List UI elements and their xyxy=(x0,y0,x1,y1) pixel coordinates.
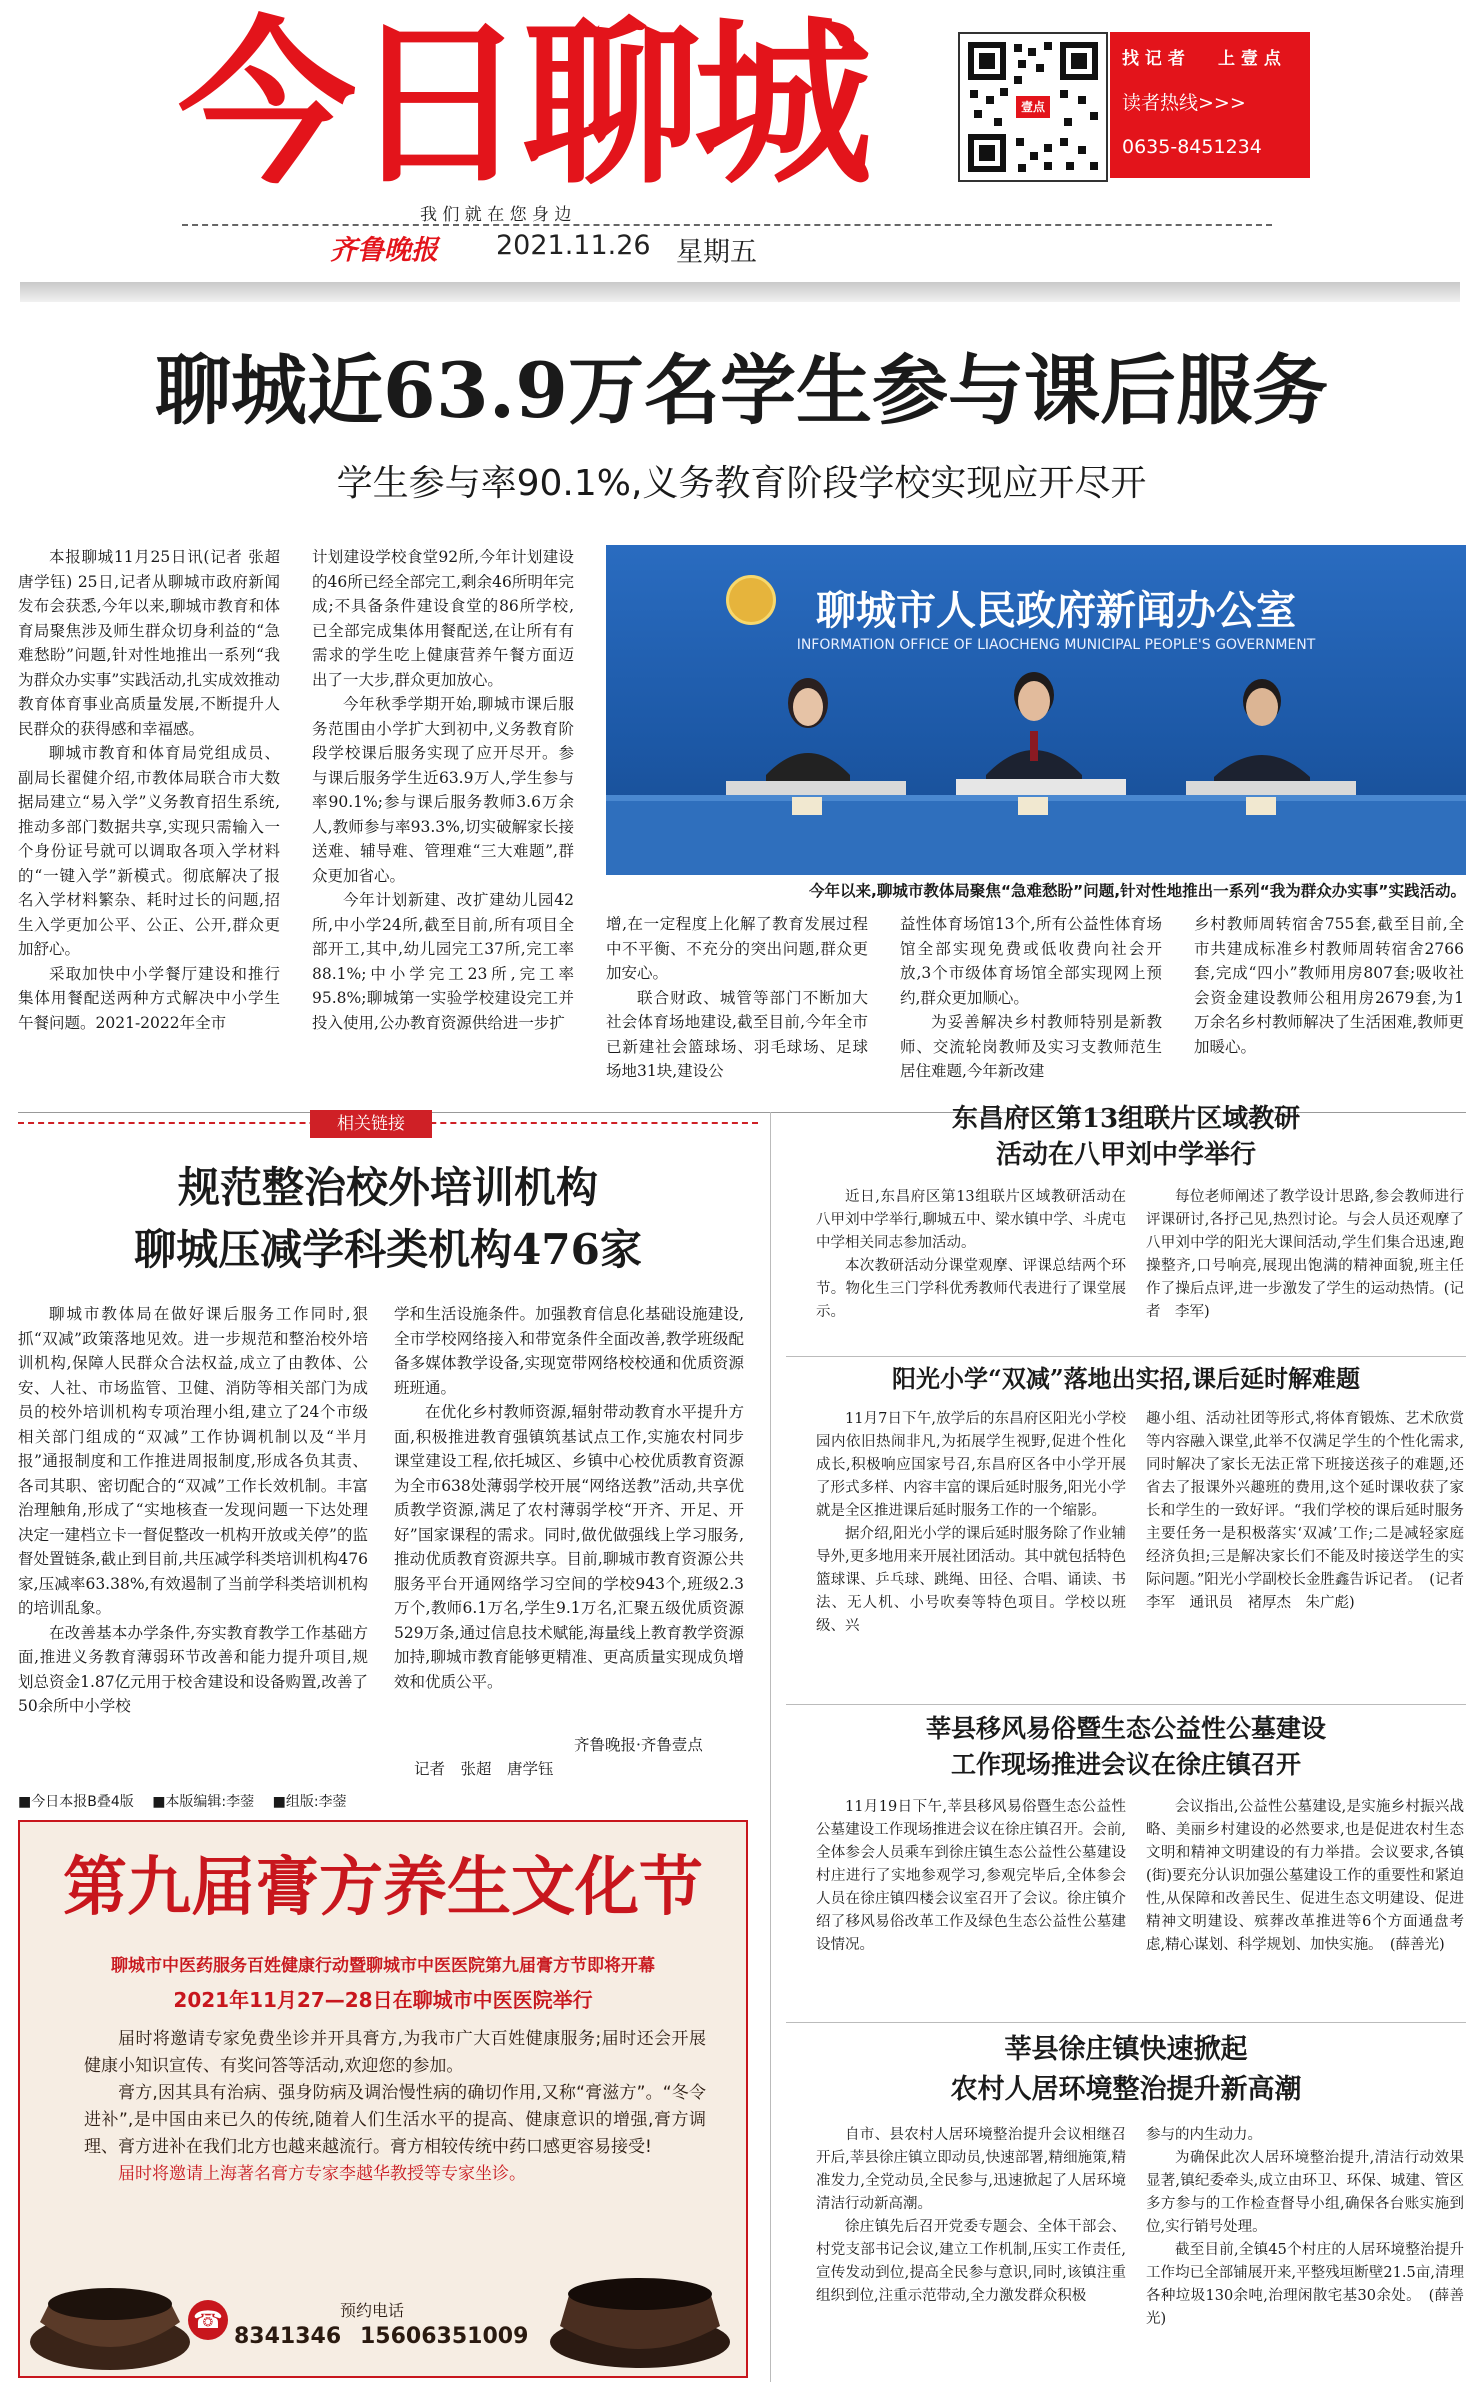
column-divider xyxy=(770,1112,771,2382)
photo-caption: 今年以来,聊城市教体局聚焦“急难愁盼”问题,针对性地推出一系列“我为群众办实事”实践活动。 xyxy=(808,882,1466,900)
hotline-number: 0635-8451234 xyxy=(1122,136,1262,158)
paragraph: 在优化乡村教师资源,辐射带动教育水平提升方面,积极推进教育强镇筑基试点工作,实施农村同步课堂建设工程,依托城区、乡镇中心校优质教育资源为全市638处薄弱学校开展“网络送教”活动,共享优质教学资源,满足了农村薄弱学校“开齐、开足、开好”国家课程的需求。同时,做优做强线上学习服务,推动优质教育资源共享。目前,聊城市教育资源公共服务平台开通网络学习空间的学校943个,班级2.3万个,教师6.1万名,学生9.1万名,汇聚五级优质资源529万条,通过信息技术赋能,海量线上教育教学资源加持,聊城市教育能够更精准、更高质量实现成负增效和优质公平。 xyxy=(394,1403,744,1691)
ad-paragraph: 膏方,因其具有治病、强身防病及调治慢性病的确切作用,又称“膏滋方”。“冬令进补”,是中国由来已久的传统,随着人们生活水平的提高、健康意识的增强,膏方调理、膏方进补在我们北方也越来越流行。膏方相较传统中药口感更容易接受! xyxy=(84,2083,706,2157)
paragraph: 11月19日下午,莘县移风易俗暨生态公益性公墓建设工作现场推进会议在徐庄镇召开。会前,全体参会人员乘车到徐庄镇生态公益性公墓建设村庄进行了实地参观学习,参观完毕后,全体参会人员在徐庄镇四楼会议室召开了会议。徐庄镇介绍了移风易俗改革工作及绿色生态公益性公墓建设情况。 xyxy=(816,1799,1126,1953)
paragraph: 聊城市教体局在做好课后服务工作同时,狠抓“双减”政策落地见效。进一步规范和整治校外培训机构,保障人民群众合法权益,成立了由教体、公安、人社、市场监管、卫健、消防等相关部门为成员的校外培训机构专项治理小组,建立了24个市级相关部门组成的“双减”工作协调机制以及“半月报”通报制度和工作推进周报制度,形成各负其责、各司其职、密切配合的“双减”工作长效机制。丰富治理触角,形成了“实地核查一发现问题一下达处理决定一建档立卡一督促整改一机构开放或关停”的监督处置链条,截止到目前,共压减学科类培训机构476家,压减率63.38%,有效遏制了当前学科类培训机构的培训乱象。 xyxy=(18,1305,368,1617)
story2-title: 阳光小学“双减”落地出实招,课后延时解难题 xyxy=(892,1364,1360,1393)
story4-title-1: 莘县徐庄镇快速掀起 xyxy=(1004,2034,1248,2065)
paragraph: 截至目前,全镇45个村庄的人居环境整治提升工作均已全部铺展开来,平整残垣断壁21.5亩,清理各种垃圾130余吨,治理闲散宅基30余处。 (薛善光) xyxy=(1146,2242,1464,2327)
story1-title-1: 东昌府区第13组联片区域教研 xyxy=(951,1104,1301,1134)
story3-column-1 xyxy=(816,1796,1126,2016)
paragraph: 益性体育场馆13个,所有公益性体育场馆全部实现免费或低收费向社会开放,3个市级体育场馆全部实现网上预约,群众更加顺心。 xyxy=(900,915,1162,1007)
paragraph: 本次教研活动分课堂观摩、评课总结两个环节。物化生三门学科优秀教师代表进行了课堂展示。 xyxy=(816,1258,1126,1320)
press-conference-photo xyxy=(606,545,1466,875)
photo-banner-en: INFORMATION OFFICE OF LIAOCHENG MUNICIPAL PEOPLE'S GOVERNMENT xyxy=(796,637,1316,653)
related-column-1 xyxy=(18,1302,368,1782)
photo-banner-cn: 聊城市人民政府新闻办公室 xyxy=(816,588,1296,634)
paragraph: 今年秋季学期开始,聊城市课后服务范围由小学扩大到初中,义务教育阶段学校课后服务实现了应开尽开。参与课后服务学生近63.9万人,学生参与率90.1%;参与课后服务教师3.6万余人,教师参与率93.3%,切实破解家长接送难、辅导难、管理难“三大难题”,群众更加省心。 xyxy=(312,695,574,885)
editor-line xyxy=(18,1790,758,1814)
paragraph: 为确保此次人居环境整治提升,清洁行动效果显著,镇纪委牵头,成立由环卫、环保、城建、管区多方参与的工作检查督导小组,确保各台账实施到位,实行销号处理。 xyxy=(1146,2150,1464,2235)
related-column-2 xyxy=(394,1302,744,1742)
lead-column-3 xyxy=(606,912,868,1087)
hotline-box xyxy=(1110,32,1310,178)
paragraph: 近日,东昌府区第13组联片区域教研活动在八甲刘中学举行,聊城五中、梁水镇中学、斗虎屯中学相关同志参加活动。 xyxy=(816,1189,1126,1251)
hotline-tag-2: 上 壹 点 xyxy=(1218,49,1281,69)
paragraph: 自市、县农村人居环境整治提升会议相继召开后,莘县徐庄镇立即动员,快速部署,精细施策,精准发力,全党动员,全民参与,迅速掀起了人居环境清洁行动新高潮。 xyxy=(816,2127,1126,2212)
paragraph: 采取加快中小学餐厅建设和推行集体用餐配送两种方式解决中小学生午餐问题。2021-2022年全市 xyxy=(18,964,280,1032)
story1-column-2 xyxy=(1146,1186,1464,1336)
paragraph: 联合财政、城管等部门不断加大社会体育场地建设,截至目前,今年全市已新建社会篮球场、羽毛球场、足球场地31块,建设公 xyxy=(606,988,868,1080)
qr-code-icon xyxy=(958,32,1108,182)
paragraph: 计划建设学校食堂92所,今年计划建设的46所已经全部完工,剩余46所明年完成;不具备条件建设食堂的86所学校,已全部完成集体用餐配送,在让所有有需求的学生吃上健康营养午餐方面迈出了一大步,群众更加放心。 xyxy=(312,548,574,689)
story1-title-2: 活动在八甲刘中学举行 xyxy=(995,1140,1256,1170)
brand-logo: 齐鲁晚报 xyxy=(330,235,438,266)
story4-title-2: 农村人居环境整治提升新高潮 xyxy=(950,2074,1302,2105)
story3-title-2: 工作现场推进会议在徐庄镇召开 xyxy=(950,1750,1301,1779)
masthead-dashed-rule xyxy=(182,224,1272,226)
ad-phone-label: 预约电话 xyxy=(340,2301,405,2320)
related-link-tag: 相关链接 xyxy=(310,1110,432,1138)
advertisement xyxy=(18,1820,748,2378)
phone-icon: ☎ xyxy=(188,2300,228,2340)
paragraph: 会议指出,公益性公墓建设,是实施乡村振兴战略、美丽乡村建设的必然要求,也是促进农村生态文明和精神文明建设的有力举措。会议要求,各镇(街)要充分认识加强公墓建设工作的重要性和紧迫性,从保障和改善民生、促进生态文明建设、促进精神文明建设、殡葬改革推进等6个方面通盘考虑,精心谋划、科学规划、加快实施。 (薛善光) xyxy=(1146,1799,1464,1953)
issue-weekday: 星期五 xyxy=(676,237,757,268)
related-byline-1: 齐鲁晚报·齐鲁壹点 xyxy=(574,1736,703,1754)
paragraph: 今年计划新建、改扩建幼儿园42所,中小学24所,截至目前,所有项目全部开工,其中,幼儿园完工37所,完工率88.1%;中小学完工23所,完工率95.8%;聊城第一实验学校建设完工并投入使用,公办教育资源供给进一步扩 xyxy=(312,891,574,1032)
paragraph: 11月7日下午,放学后的东昌府区阳光小学校园内依旧热闹非凡,为拓展学生视野,促进个性化成长,积极响应国家号召,东昌府区各中小学开展了形式多样、内容丰富的课后延时服务,阳光小学就是全区推进课后延时服务工作的一个缩影。 xyxy=(816,1411,1126,1519)
masthead-slogan: 我 们 就 在 您 身 边 xyxy=(420,205,572,225)
ad-title: 第九届膏方养生文化节 xyxy=(63,1850,703,1925)
masthead-shadow-bar xyxy=(20,282,1460,302)
lead-headline: 聊城近63.9万名学生参与课后服务 xyxy=(154,346,1329,435)
paragraph: 乡村教师周转宿舍755套,截至目前,全市共建成标准乡村教师周转宿舍2766套,完成“四小”教师用房807套;吸收社会资金建设教师公租用房2679套,为1万余名乡村教师解决了生活困难,教师更加暖心。 xyxy=(1194,915,1464,1056)
paragraph: 趣小组、活动社团等形式,将体育锻炼、艺术欣赏等内容融入课堂,此举不仅满足学生的个性化需求,同时解决了家长无法正常下班接送孩子的难题,还省去了报课外兴趣班的费用,这个延时课收获了家长和学生的一致好评。“我们学校的课后延时服务主要任务一是积极落实‘双减’工作;二是减轻家庭经济负担;三是解决家长们不能及时接送学生的实际问题。”阳光小学副校长金胜鑫告诉记者。 (记者 李军 通讯员 褚厚杰 朱广彪) xyxy=(1146,1411,1479,1611)
lead-column-5 xyxy=(1194,912,1464,1087)
hotline-tag-1: 找 记 者 xyxy=(1122,49,1185,69)
ad-paragraph: 届时将邀请上海著名膏方专家李越华教授等专家坐诊。 xyxy=(118,2164,526,2184)
related-byline-2: 记者 张超 唐学钰 xyxy=(414,1760,554,1778)
ad-subtitle: 聊城市中医药服务百姓健康行动暨聊城市中医医院第九届膏方节即将开幕 xyxy=(111,1956,655,1976)
paragraph: 本报聊城11月25日讯(记者 张超 唐学钰) 25日,记者从聊城市政府新闻发布会获悉,今年以来,聊城市教育和体育局聚焦涉及师生群众切身利益的“急难愁盼”问题,针对性地推出一系列“我为群众办实事”实践活动,扎实成效推动教育体育事业高质量发展,不断提升人民群众的获得感和幸福感。 xyxy=(18,548,280,738)
photo-speakers xyxy=(606,545,1466,875)
editor-item: ■今日本报B叠4版 xyxy=(18,1794,134,1810)
paragraph: 学和生活设施条件。加强教育信息化基础设施建设,全市学校网络接入和带宽条件全面改善,教学班级配备多媒体教学设备,实现宽带网络校校通和优质资源班班通。 xyxy=(394,1305,744,1397)
editor-item: ■组版:李蓥 xyxy=(272,1794,347,1810)
lead-column-1 xyxy=(18,545,280,1085)
story1-column-1 xyxy=(816,1186,1126,1336)
story3-column-2 xyxy=(1146,1796,1464,2016)
lead-column-4 xyxy=(900,912,1162,1087)
ad-body xyxy=(84,2026,706,2188)
masthead-title: 今日聊城 xyxy=(178,1,866,208)
editor-item: ■本版编辑:李蓥 xyxy=(152,1794,255,1810)
paragraph: 在改善基本办学条件,夯实教育教学工作基础方面,推进义务教育薄弱环节改善和能力提升项目,规划总资金1.87亿元用于校舍建设和设备购置,改善了50余所中小学校 xyxy=(18,1623,368,1715)
paragraph: 增,在一定程度上化解了教育发展过程中不平衡、不充分的突出问题,群众更加安心。 xyxy=(606,915,868,982)
paragraph: 为妥善解决乡村教师特别是新教师、交流轮岗教师及实习支教师范生居住难题,今年新改建 xyxy=(900,1013,1162,1080)
paragraph: 徐庄镇先后召开党委专题会、全体干部会、村党支部书记会议,建立工作机制,压实工作责任,宣传发动到位,提高全民参与意识,同时,该镇注重组织到位,注重示范带动,全力激发群众积极 xyxy=(816,2219,1126,2304)
issue-date: 2021.11.26 xyxy=(496,230,651,261)
masthead xyxy=(0,0,1483,290)
paragraph: 参与的内生动力。 xyxy=(1146,2127,1262,2143)
paragraph: 聊城市教育和体育局党组成员、副局长翟健介绍,市教体局联合市大数据局建立“易入学”义务教育招生系统,推动多部门数据共享,实现只需输入一个身份证号就可以调取各项入学材料的“一键入学”新模式。彻底解决了报名入学材料繁杂、耗时过长的问题,招生入学更加公平、公正、公开,群众更加舒心。 xyxy=(18,744,280,958)
story4-column-1 xyxy=(816,2124,1126,2384)
paragraph: 据介绍,阳光小学的课后延时服务除了作业辅导外,更多地用来开展社团活动。其中就包括特色篮球课、乒乓球、跳绳、田径、合唱、诵读、书法、无人机、小号吹奏等特色项目。学校以班级、兴 xyxy=(816,1526,1126,1634)
ad-phone-2: 15606351009 xyxy=(360,2324,529,2349)
story2-column-1 xyxy=(816,1408,1126,1698)
story3-title-1: 莘县移风易俗暨生态公益性公墓建设 xyxy=(925,1714,1326,1743)
related-title-2: 聊城压减学科类机构476家 xyxy=(134,1225,642,1274)
lead-column-2 xyxy=(312,545,574,1085)
related-title-1: 规范整治校外培训机构 xyxy=(177,1163,598,1212)
story-divider xyxy=(786,1704,1466,1705)
story4-column-2 xyxy=(1146,2124,1464,2384)
lead-subheadline: 学生参与率90.1%,义务教育阶段学校实现应开尽开 xyxy=(336,463,1147,504)
ad-phone-1: 8341346 xyxy=(234,2324,342,2349)
ad-paragraph: 届时将邀请专家免费坐诊并开具膏方,为我市广大百姓健康服务;届时还会开展健康小知识宣传、有奖问答等活动,欢迎您的参加。 xyxy=(84,2029,706,2076)
paragraph: 每位老师阐述了教学设计思路,参会教师进行评课研讨,各抒己见,热烈讨论。与会人员还观摩了八甲刘中学的阳光大课间活动,学生们集合迅速,跑操整齐,口号响亮,展现出饱满的精神面貌,班主任作了操后点评,进一步激发了学生的运动热情。(记者 李军) xyxy=(1146,1189,1464,1320)
story-divider xyxy=(786,1356,1466,1357)
story-divider xyxy=(786,2022,1466,2023)
ad-dates: 2021年11月27—28日在聊城市中医医院举行 xyxy=(173,1988,593,2012)
qr-center-badge: 壹点 xyxy=(1016,96,1050,118)
story2-column-2 xyxy=(1146,1408,1479,1698)
hotline-label: 读者热线>>> xyxy=(1122,92,1246,114)
